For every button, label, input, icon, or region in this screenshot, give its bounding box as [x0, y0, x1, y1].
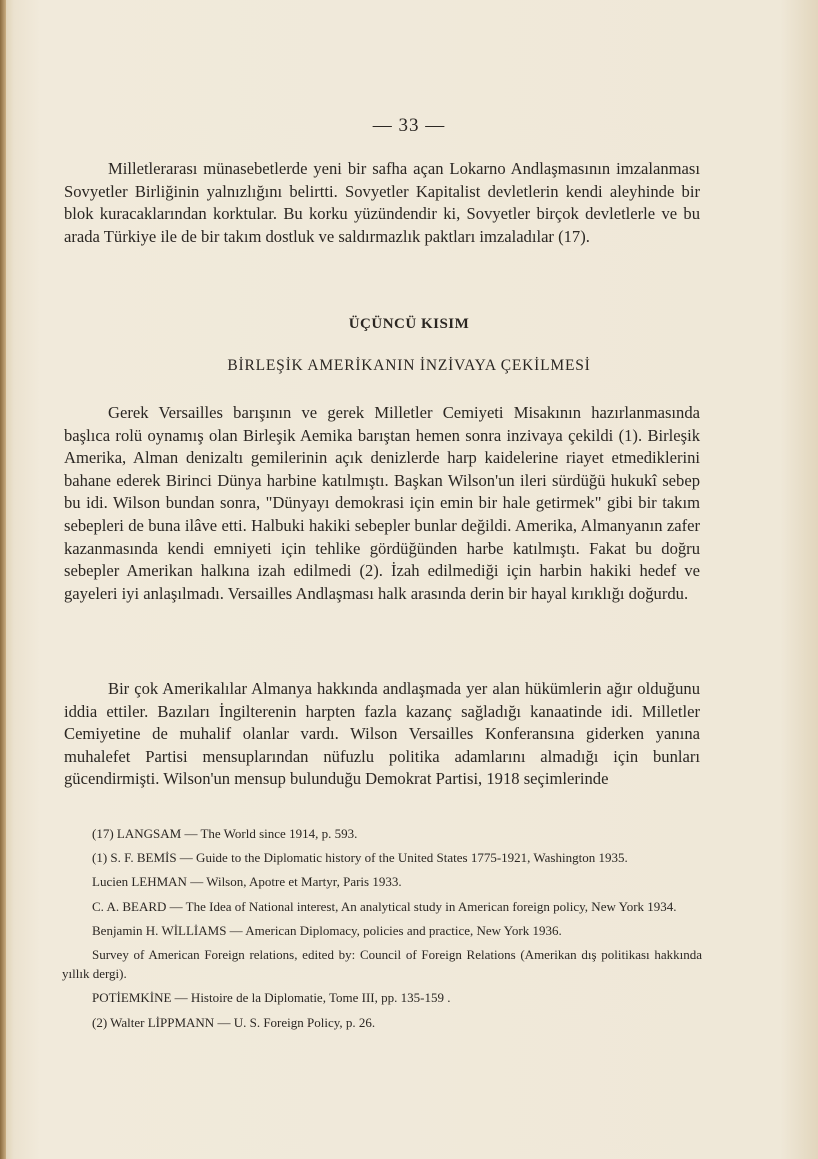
paragraph-versailles: Gerek Versailles barışının ve gerek Milletler Cemiyeti Misakının hazırlanmasında başlıca rolü oynamış olan Birleşik Aemika barıştan hemen sonra inzivaya çekildi (1). Birleşik Amerika, Alman denizaltı gemilerinin açık denizlerde harp kaidelerine riayet etmediklerini bahane ederek Birinci Dünya harbine katılmıştı. Başkan Wilson'un ileri sürdüğü hukukî sebep bu idi. Wilson bundan sonra, "Dünyayı demokrasi için emin bir hale getirmek" gibi bir takım sebepleri de buna ilâve etti. Halbuki hakiki sebepler bunlar değildi. Amerika, Almanyanın zafer kazanmasında kendi emniyeti için tehlike gördüğünden harbe katılmıştı. Fakat bu doğru sebepler Amerikan halkına izah edilmedi (2). İzah edilmediği için harbin hakiki hedef ve gayeleri iyi anlaşılmadı. Versailles Andlaşması halk arasında derin bir hayal kırıklığı doğurdu. [64, 403, 700, 603]
footnote: (17) LANGSAM — The World since 1914, p. 593. [92, 826, 358, 841]
paragraph-americans: Bir çok Amerikalılar Almanya hakkında andlaşmada yer alan hükümlerin ağır olduğunu iddia ettiler. Bazıları İngilterenin harpten fazla kazanç sağladığı kanaatinde idi. Milletler Cemiyetine de muhalif olanlar vardı. Wilson Versailles Konferansına giderken yanına muhalefet Partisi mensuplarından nüfuzlu politika adamlarını almadığı için bunları gücendirmişti. Wilson'un mensup bulunduğu Demokrat Partisi, 1918 seçimlerinde [64, 679, 700, 789]
footnote: POTİEMKİNE — Histoire de la Diplomatie, Tome III, pp. 135-159 . [92, 990, 451, 1006]
footnote: Survey of American Foreign relations, edited by: Council of Foreign Relations (Amerikan dış politikası hakkında yıllık dergi). [62, 947, 702, 982]
footnote: (2) Walter LİPPMANN — U. S. Foreign Policy, p. 26. [92, 1014, 376, 1030]
footnote: Benjamin H. WİLLİAMS — American Diplomacy, policies and practice, New York 1936. [92, 922, 562, 938]
footnotes [62, 824, 702, 1037]
footnote: C. A. BEARD — The Idea of National interest, An analytical study in American foreign policy, New York 1934. [92, 898, 677, 914]
footnote: (1) S. F. BEMİS — Guide to the Diplomatic history of the United States 1775-1921, Washington 1935. [92, 850, 628, 866]
page-binding-edge [0, 0, 6, 1159]
section-title: BİRLEŞİK AMERİKANIN İNZİVAYA ÇEKİLMESİ [227, 357, 591, 374]
page-number: — 33 — [372, 115, 446, 136]
part-heading: ÜÇÜNCÜ KISIM [348, 316, 470, 332]
paragraph-lokarno: Milletlerarası münasebetlerde yeni bir safha açan Lokarno Andlaşmasının imzalanması Sovyetler Birliğinin yalnızlığını belirtti. Sovyetler Kapitalist devletlerin kendi aleyhinde bir blok kuracaklarından korktular. Bu korku yüzündendir ki, Sovyetler birçok devletlerle ve bu arada Türkiye ile de bir takım dostluk ve saldırmazlık paktları imzaladılar (17). [64, 159, 700, 246]
footnote: Lucien LEHMAN — Wilson, Apotre et Martyr, Paris 1933. [92, 874, 402, 890]
